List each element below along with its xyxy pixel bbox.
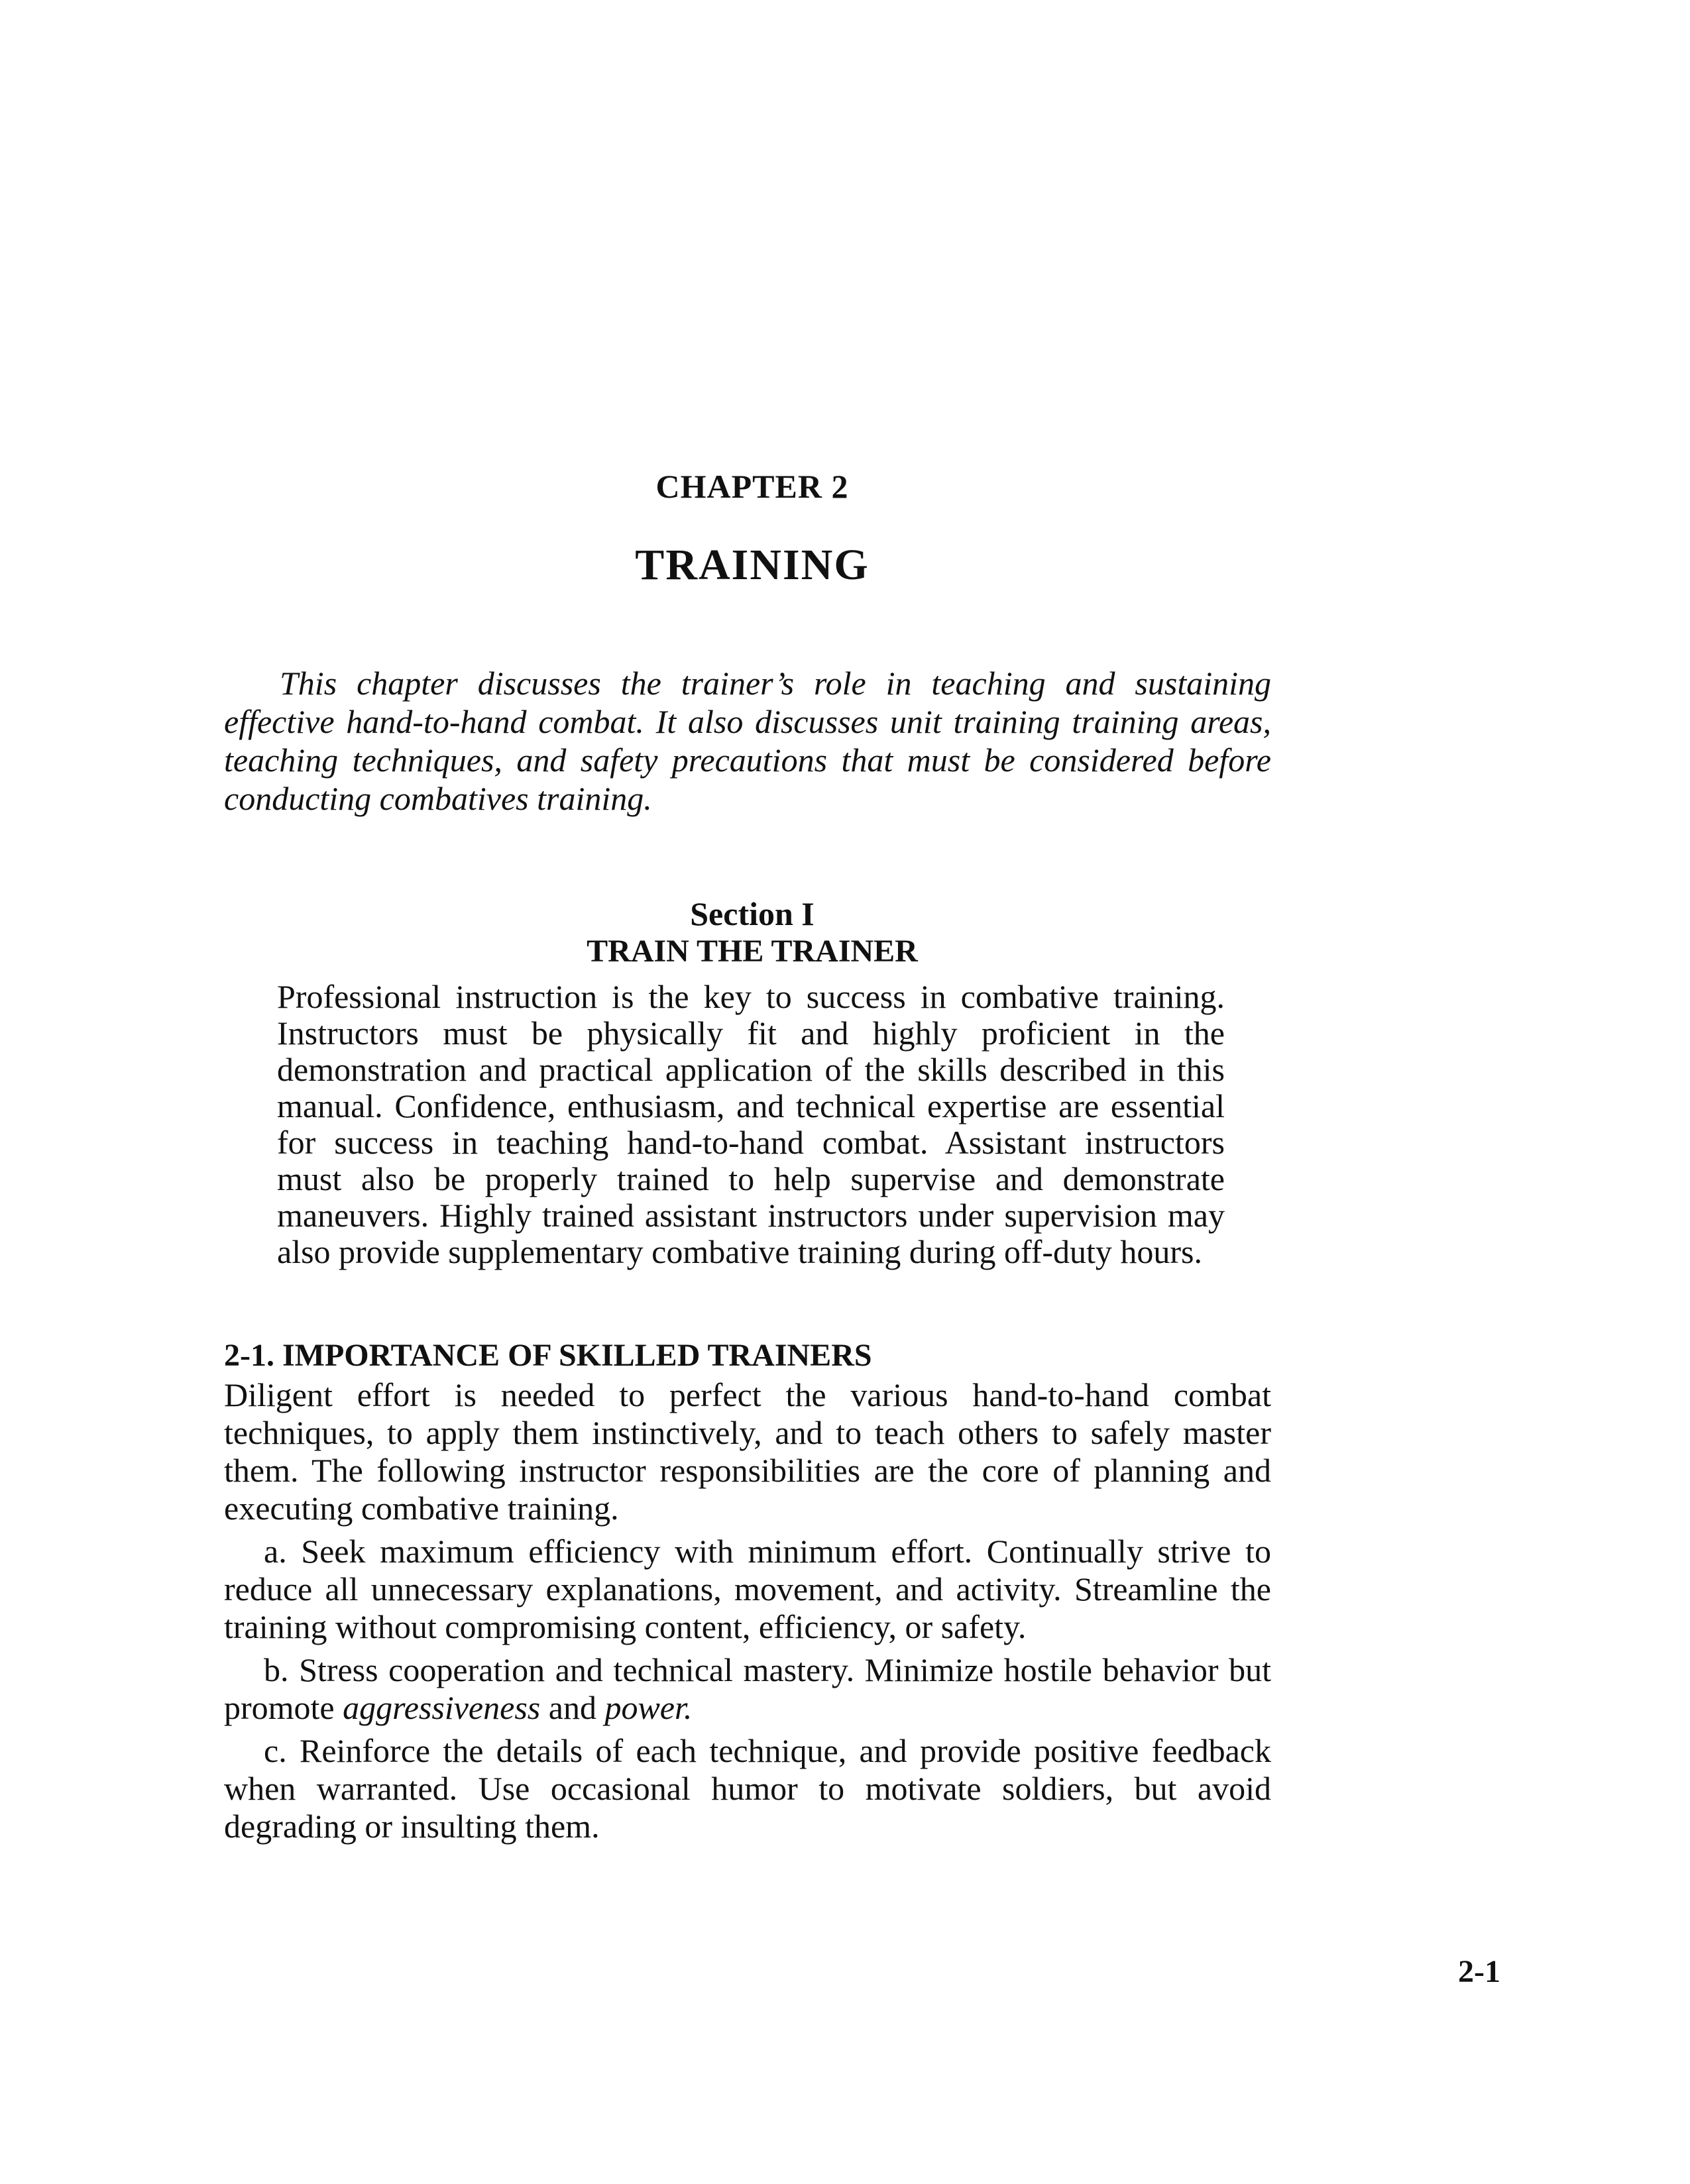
paragraph-body — [224, 1376, 1271, 1851]
section-number: Section I — [690, 895, 815, 932]
page-number: 2-1 — [1458, 1954, 1500, 1989]
chapter-title: TRAINING — [635, 541, 870, 589]
list-item-a: a. Seek maximum efficiency with minimum effort. Continually strive to reduce all unnecessary explanations, movement, and activity. Streamline the training without compromising content, efficiency, or safety. — [224, 1533, 1271, 1645]
chapter-intro: This chapter discusses the trainer’s role in teaching and sustaining effective hand-to-hand combat. It also discusses unit training training areas, teaching techniques, and safety precautions that must be considered before conducting combatives training. — [224, 665, 1271, 817]
paragraph-intro: Diligent effort is needed to perfect the various hand-to-hand combat techniques, to apply them instinctively, and to teach others to safely master them. The following instructor responsibilities are the core of planning and executing combative training. — [224, 1376, 1271, 1527]
emphasis-aggressiveness: aggressiveness — [343, 1689, 541, 1726]
paragraph-heading: 2-1. IMPORTANCE OF SKILLED TRAINERS — [224, 1338, 872, 1373]
list-item-b — [224, 1651, 1271, 1727]
emphasis-power: power. — [604, 1689, 693, 1726]
section-title: TRAIN THE TRAINER — [587, 934, 918, 969]
section-intro: Professional instruction is the key to success in combative training. Instructors must be physically fit and highly proficient in the demonstration and practical application of the skills described in this manual. Confidence, enthusiasm, and technical expertise are essential for success in teaching hand-to-hand combat. Assistant instructors must also be properly trained to help supervise and demonstrate maneuvers. Highly trained assistant instructors under supervision may also provide supplementary combative training during off-duty hours. — [277, 978, 1225, 1270]
chapter-label: CHAPTER 2 — [655, 468, 849, 505]
list-item-c: c. Reinforce the details of each technique, and provide positive feedback when warranted. Use occasional humor to motivate soldiers, but avoid degrading or insulting them. — [224, 1732, 1271, 1845]
list-item-b-conjunction: and — [540, 1689, 605, 1726]
list-item-b-text: b. Stress cooperation and technical mastery. Minimize hostile behavior but promote — [224, 1651, 1271, 1726]
